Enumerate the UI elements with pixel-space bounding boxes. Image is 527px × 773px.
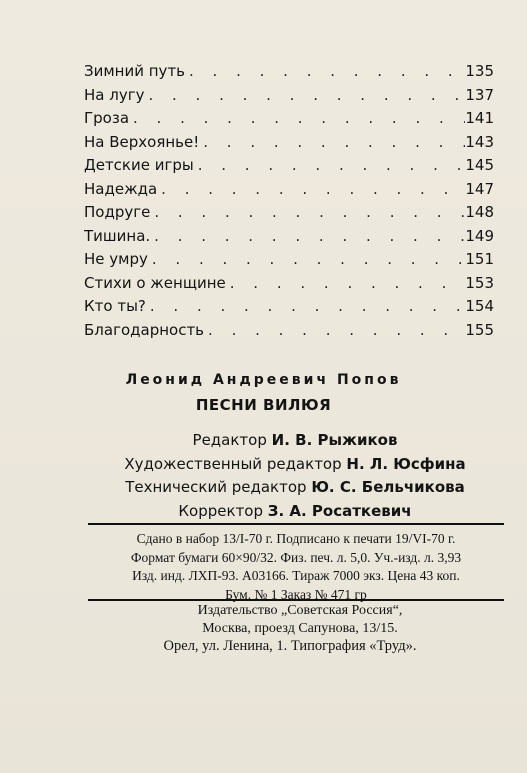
toc-entry-page: 141 [465, 109, 494, 127]
toc-entry-page: 154 [465, 297, 494, 315]
credit-line [60, 500, 527, 524]
credit-person: Н. Л. Юсфина [346, 454, 466, 473]
toc-leader-dots [148, 248, 465, 272]
toc-entry-page: 149 [465, 226, 494, 245]
toc-entry [84, 131, 494, 155]
imprint-line: Бум. № 1 Заказ № 471 гр [225, 586, 367, 602]
toc-entry [84, 201, 494, 225]
toc-leader-dots [157, 178, 465, 202]
toc-entry-page: 137 [465, 85, 494, 104]
credit-line [60, 476, 527, 500]
credit-role: Редактор [192, 431, 267, 449]
book-title: ПЕСНИ ВИЛЮЯ [195, 396, 332, 414]
toc-entry [84, 272, 494, 296]
publisher-name: Издательство „Советская Россия“, [197, 603, 403, 618]
toc-entry [84, 154, 494, 178]
toc-entry-title: Зимний путь [84, 62, 186, 80]
imprint-line: Сдано в набор 13/I-70 г. Подписано к печати 19/VI-70 г. [136, 531, 456, 546]
toc-entry [84, 295, 494, 319]
toc-entry-title: Кто ты? [84, 297, 146, 315]
credit-person: И. В. Рыжиков [271, 431, 398, 449]
toc-entry-page: 153 [465, 273, 494, 292]
table-of-contents [84, 60, 494, 342]
toc-entry [84, 178, 494, 202]
toc-entry [84, 60, 494, 84]
toc-entry-title: Благодарность [84, 320, 205, 339]
toc-leader-dots [199, 131, 465, 155]
printing-house: Орел, ул. Ленина, 1. Типография «Труд». [163, 638, 417, 654]
imprint-line: Формат бумаги 60×90/32. Физ. печ. л. 5,0. Уч.-изд. л. 3,93 [130, 549, 462, 565]
publisher-block [60, 602, 527, 638]
toc-entry-title: Надежда [84, 179, 158, 198]
author-name: Леонид Андреевич Попов [125, 372, 402, 388]
toc-leader-dots [129, 107, 465, 131]
toc-entry-title: Подруге [84, 203, 151, 221]
toc-entry-page: 143 [465, 132, 494, 151]
credit-person: Ю. С. Бельчикова [311, 478, 465, 496]
toc-entry-title: На лугу [84, 85, 145, 104]
toc-leader-dots [146, 295, 465, 319]
toc-leader-dots [204, 319, 465, 343]
credit-line [60, 429, 527, 453]
toc-entry-title: Тишина. [84, 226, 151, 245]
toc-entry [84, 84, 494, 108]
toc-leader-dots [150, 201, 465, 225]
imprint-bottom-rule [88, 599, 504, 601]
toc-entry-page: 145 [465, 156, 494, 174]
credit-person: З. А. Росаткевич [267, 501, 412, 520]
toc-leader-dots [185, 60, 465, 84]
toc-leader-dots [194, 154, 466, 178]
toc-entry-page: 155 [465, 320, 494, 339]
imprint-line: Изд. инд. ЛХП-93. А03166. Тираж 7000 экз. Цена 43 коп. [132, 568, 460, 583]
imprint-top-rule [88, 523, 504, 525]
toc-entry-page: 135 [465, 62, 494, 80]
imprint-block [80, 530, 512, 604]
toc-entry-title: Детские игры [84, 156, 194, 174]
credit-role: Технический редактор [125, 478, 307, 496]
toc-entry [84, 248, 494, 272]
toc-leader-dots [226, 272, 466, 296]
toc-entry-title: На Верхоянье! [84, 132, 200, 151]
toc-leader-dots [144, 84, 465, 108]
credit-role: Художественный редактор [124, 454, 342, 473]
credit-line [60, 453, 527, 477]
credit-role: Корректор [178, 501, 264, 520]
toc-entry-title: Стихи о женщине [84, 273, 226, 292]
toc-entry [84, 107, 494, 131]
publisher-address: Москва, проезд Сапунова, 13/15. [202, 621, 398, 636]
toc-entry [84, 319, 494, 343]
toc-entry [84, 225, 494, 249]
credits-block [60, 429, 527, 523]
toc-entry-page: 147 [465, 179, 494, 198]
toc-entry-title: Не умру [84, 250, 148, 268]
toc-leader-dots [150, 225, 465, 249]
toc-entry-page: 148 [465, 203, 494, 221]
toc-entry-page: 151 [465, 250, 494, 268]
toc-entry-title: Гроза [84, 109, 130, 127]
